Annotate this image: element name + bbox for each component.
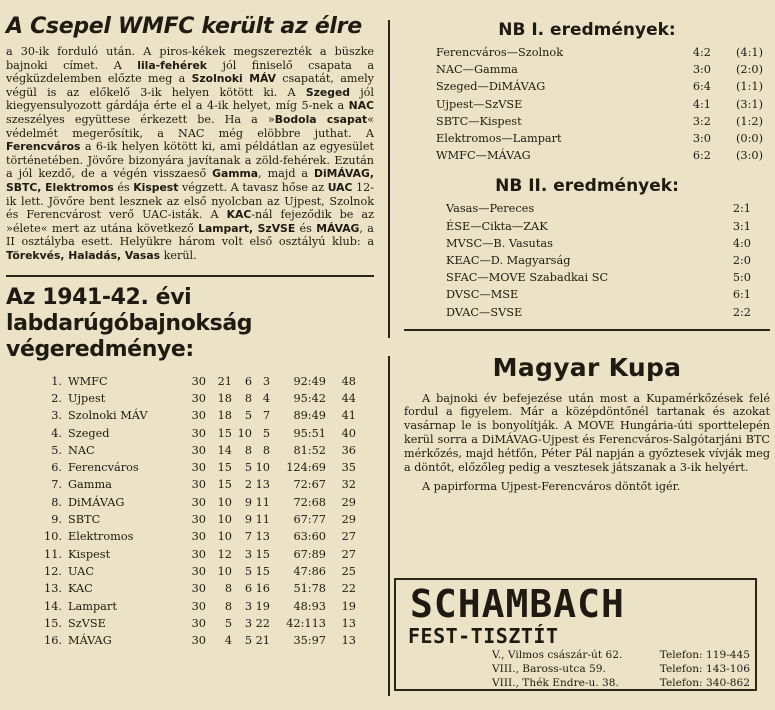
losses-cell: 8	[262, 443, 270, 457]
article-text: jól finiselő csapata a végküzdelemben előzte meg a	[6, 58, 374, 86]
wins-cell: 5	[224, 616, 232, 630]
standings-title: Az 1941-42. évi labdarúgóbajnokság végeredménye:	[6, 284, 253, 362]
losses-cell: 5	[262, 426, 270, 440]
goals-cell: 67:77	[293, 513, 326, 527]
losses-cell: 13	[255, 530, 270, 544]
article-text: « védelmét megerősítik, a NAC még elöbbre juthat. A	[6, 112, 375, 140]
points-cell: 44	[341, 391, 356, 405]
team-cell: Ferencváros	[68, 461, 139, 475]
halftime-cell: (2:0)	[736, 63, 763, 77]
rank-cell: 10.	[44, 530, 62, 544]
match-cell: DVAC—SVSE	[446, 305, 523, 319]
team-cell: SBTC	[68, 513, 101, 527]
article-bold-text: Lampart, SzVSE	[198, 221, 296, 235]
advert-address: V., Vilmos császár-út 62.	[492, 649, 623, 661]
played-cell: 30	[191, 461, 206, 475]
match-cell: ÉSE—Cikta—ZAK	[446, 219, 548, 233]
team-cell: UAC	[68, 564, 94, 578]
article-bold-text: NAC	[348, 99, 374, 113]
halftime-cell: (0:0)	[736, 132, 763, 146]
losses-cell: 13	[255, 478, 270, 492]
nb1-result-row	[436, 44, 763, 61]
draws-cell: 3	[244, 599, 252, 613]
team-cell: NAC	[68, 443, 95, 457]
team-cell: SzVSE	[68, 616, 106, 630]
match-cell: SBTC—Kispest	[436, 114, 522, 128]
draws-cell: 6	[244, 582, 252, 596]
match-cell: DVSC—MSE	[446, 288, 519, 302]
wins-cell: 10	[217, 530, 232, 544]
match-cell: Szeged—DiMÁVAG	[436, 80, 546, 94]
advert-phone: Telefon: 340-862	[659, 677, 750, 690]
standings-row	[40, 407, 356, 424]
losses-cell: 3	[262, 374, 270, 388]
article-bold-text: Törekvés, Haladás, Vasas	[6, 248, 161, 262]
article-text: 12-ik lett. Jövőre bent lesznek az első nyolcban az Ujpest, Szolnok és Ferencvárost verő UAC-isták. A	[6, 180, 374, 222]
advert-address: VIII., Thék Endre-u. 38.	[492, 677, 619, 690]
article-text: -nál fejeződik be az »élete« mert az utána következő	[6, 208, 374, 235]
score-cell: 2:2	[732, 305, 751, 319]
schambach-advert	[394, 578, 757, 691]
article-bold-text: Bodola csapat	[274, 112, 368, 126]
rank-cell: 14.	[44, 599, 62, 613]
team-cell: DiMÁVAG	[68, 495, 125, 509]
nb2-title: NB II. eredmények:	[495, 176, 679, 197]
halftime-cell: (3:1)	[736, 97, 763, 111]
left-column	[6, 14, 374, 649]
match-cell: Vasas—Pereces	[446, 202, 535, 216]
team-cell: Szolnoki MÁV	[68, 409, 148, 423]
advert-addresses	[492, 648, 750, 691]
wins-cell: 18	[217, 409, 232, 423]
played-cell: 30	[191, 582, 206, 596]
wins-cell: 12	[217, 547, 232, 561]
kupa-paragraph: A bajnoki év befejezése után most a Kupamérkőzések felé fordul a figyelem. Már a középdöntőnél tartanak és azokat vasárnap le is bonyolítják. A MOVE Hungária-úti sporttelepén kerül sorra a DiMÁVAG-Ujpest és Ferencváros-Salgótarjáni BTC mérkőzés, majd hétfőn, Péter Pál napján a győztesek vívják meg a döntőt, előzőleg pedig a vesztesek játszanak a 3-ik helyért.	[404, 391, 770, 474]
goals-cell: 95:51	[293, 426, 326, 440]
right-column	[404, 20, 770, 494]
nb1-results-table	[436, 44, 763, 164]
standings-row	[40, 632, 356, 649]
standings-row	[40, 563, 356, 580]
nb2-result-row	[446, 252, 751, 269]
goals-cell: 89:49	[293, 409, 326, 423]
goals-cell: 42:113	[286, 616, 326, 630]
goals-cell: 124:69	[286, 461, 326, 475]
draws-cell: 3	[244, 616, 252, 630]
wins-cell: 10	[217, 495, 232, 509]
article-text: , majd a	[258, 167, 315, 181]
rank-cell: 11.	[44, 547, 62, 561]
score-cell: 2:1	[732, 202, 751, 216]
nb2-result-row	[446, 303, 751, 320]
standings-row	[40, 615, 356, 632]
goals-cell: 35:97	[293, 634, 326, 648]
rank-cell: 3.	[51, 409, 62, 423]
match-cell: Ferencváros—Szolnok	[436, 46, 564, 60]
rank-cell: 4.	[51, 426, 62, 440]
team-cell: KAC	[68, 582, 93, 596]
wins-cell: 8	[224, 582, 232, 596]
nb1-title: NB I. eredmények:	[498, 20, 676, 40]
losses-cell: 10	[255, 461, 270, 475]
wins-cell: 8	[224, 599, 232, 613]
played-cell: 30	[191, 530, 206, 544]
nb2-result-row	[446, 286, 751, 303]
score-cell: 6:4	[692, 80, 711, 94]
match-cell: SFAC—MOVE Szabadkai SC	[446, 271, 609, 285]
score-cell: 4:2	[692, 46, 711, 60]
wins-cell: 10	[217, 513, 232, 527]
match-cell: Ujpest—SzVSE	[436, 97, 523, 111]
score-cell: 3:1	[732, 219, 751, 233]
nb2-result-row	[446, 200, 751, 217]
goals-cell: 47:86	[293, 564, 326, 578]
article-bold-text: Gamma	[212, 167, 259, 181]
draws-cell: 5	[244, 634, 252, 648]
goals-cell: 63:60	[293, 530, 326, 544]
wins-cell: 21	[217, 374, 232, 388]
nb2-results-table	[446, 200, 751, 320]
match-cell: MVSC—B. Vasutas	[446, 236, 553, 250]
team-cell: WMFC	[68, 374, 108, 388]
article-text: és	[113, 180, 134, 194]
nb1-result-row	[436, 96, 763, 113]
article-bold-text: UAC	[327, 180, 353, 194]
draws-cell: 5	[244, 409, 252, 423]
played-cell: 30	[191, 495, 206, 509]
match-cell: Elektromos—Lampart	[436, 132, 562, 146]
played-cell: 30	[191, 426, 206, 440]
draws-cell: 9	[244, 495, 252, 509]
points-cell: 22	[341, 582, 356, 596]
rank-cell: 13.	[44, 582, 62, 596]
halftime-cell: (4:1)	[736, 46, 763, 60]
article-bold-text: Kispest	[133, 180, 179, 194]
score-cell: 2:0	[732, 253, 751, 267]
advert-title: SCHAMBACH	[410, 582, 625, 626]
kupa-title: Magyar Kupa	[492, 352, 682, 382]
nb1-result-row	[436, 147, 763, 164]
article-text: és	[295, 221, 317, 235]
rank-cell: 7.	[51, 478, 62, 492]
halftime-cell: (1:1)	[736, 80, 763, 94]
points-cell: 32	[341, 478, 356, 492]
points-cell: 40	[341, 426, 356, 440]
draws-cell: 2	[244, 478, 252, 492]
standings-row	[40, 511, 356, 528]
standings-table	[40, 373, 356, 650]
played-cell: 30	[191, 513, 206, 527]
article-body	[6, 45, 374, 263]
losses-cell: 19	[255, 599, 270, 613]
article-bold-text: Szeged	[305, 85, 350, 99]
article-bold-text: lila-fehérek	[137, 58, 207, 72]
wins-cell: 4	[224, 634, 232, 648]
points-cell: 13	[341, 634, 356, 648]
rank-cell: 1.	[51, 374, 62, 388]
rank-cell: 8.	[51, 495, 62, 509]
points-cell: 27	[341, 547, 356, 561]
match-cell: KEAC—D. Magyarság	[446, 253, 571, 267]
points-cell: 36	[341, 443, 356, 457]
team-cell: MÁVAG	[68, 634, 112, 648]
points-cell: 35	[341, 461, 356, 475]
rank-cell: 12.	[44, 564, 62, 578]
points-cell: 29	[341, 513, 356, 527]
nb2-result-row	[446, 218, 751, 235]
match-cell: WMFC—MÁVAG	[436, 149, 531, 163]
rank-cell: 15.	[44, 616, 62, 630]
draws-cell: 10	[237, 426, 252, 440]
standings-row	[40, 494, 356, 511]
standings-row	[40, 390, 356, 407]
points-cell: 25	[341, 564, 356, 578]
draws-cell: 6	[244, 374, 252, 388]
wins-cell: 18	[217, 391, 232, 405]
played-cell: 30	[191, 443, 206, 457]
nb1-result-row	[436, 78, 763, 95]
article-bold-text: Szolnoki MÁV	[191, 72, 276, 86]
draws-cell: 3	[244, 547, 252, 561]
score-cell: 3:0	[692, 63, 711, 77]
goals-cell: 72:68	[293, 495, 326, 509]
standings-row	[40, 442, 356, 459]
wins-cell: 15	[217, 426, 232, 440]
advert-address: VIII., Baross-utca 59.	[492, 663, 606, 676]
divider	[6, 275, 374, 277]
match-cell: NAC—Gamma	[436, 63, 518, 77]
score-cell: 6:2	[692, 149, 711, 163]
advert-address-line	[492, 662, 750, 676]
nb1-result-row	[436, 113, 763, 130]
standings-row	[40, 597, 356, 614]
wins-cell: 14	[217, 443, 232, 457]
played-cell: 30	[191, 547, 206, 561]
goals-cell: 67:89	[293, 547, 326, 561]
team-cell: Elektromos	[68, 530, 134, 544]
standings-row	[40, 580, 356, 597]
halftime-cell: (1:2)	[736, 114, 763, 128]
score-cell: 3:0	[692, 132, 711, 146]
goals-cell: 51:78	[293, 582, 326, 596]
article-text: kerül.	[160, 248, 197, 262]
article-text: , a II osztályba esett. Helyükre három volt első osztályú klub: a	[6, 221, 374, 249]
article-bold-text: KAC	[226, 208, 252, 222]
losses-cell: 16	[255, 582, 270, 596]
score-cell: 4:0	[732, 236, 751, 250]
played-cell: 30	[191, 564, 206, 578]
article-headline: A Csepel WMFC került az élre	[6, 14, 362, 39]
nb2-result-row	[446, 269, 751, 286]
article-text: szeszélyes együttese érkezett be. Ha a »	[6, 112, 275, 126]
losses-cell: 22	[255, 616, 270, 630]
article-text: jól kiegyensulyozott gárdája érte el a 4-ik helyet, míg 5-nek a	[6, 85, 374, 113]
wins-cell: 15	[217, 461, 232, 475]
goals-cell: 72:67	[293, 478, 326, 492]
article-text: végzett. A tavasz hőse az	[178, 180, 328, 194]
rank-cell: 16.	[44, 634, 62, 648]
played-cell: 30	[191, 634, 206, 648]
goals-cell: 92:49	[293, 374, 326, 388]
standings-row	[40, 476, 356, 493]
score-cell: 6:1	[732, 288, 751, 302]
played-cell: 30	[191, 409, 206, 423]
column-divider-top	[388, 20, 390, 338]
losses-cell: 11	[255, 495, 270, 509]
draws-cell: 5	[244, 564, 252, 578]
points-cell: 29	[341, 495, 356, 509]
draws-cell: 7	[244, 530, 252, 544]
rank-cell: 6.	[51, 461, 62, 475]
draws-cell: 9	[244, 513, 252, 527]
points-cell: 19	[341, 599, 356, 613]
nb2-result-row	[446, 235, 751, 252]
standings-row	[40, 424, 356, 441]
standings-row	[40, 373, 356, 390]
article-bold-text: MÁVAG	[316, 221, 360, 235]
played-cell: 30	[191, 374, 206, 388]
article-text: a 6-ik helyen kötött ki, ami példátlan az egyesület történetében. Jövőre bizonyára javítanak a zöld-fehérek. Ezután a jól kezdő, de a végén visszaeső	[6, 140, 374, 181]
advert-phone: Telefon: 143-106	[659, 663, 750, 676]
wins-cell: 15	[217, 478, 232, 492]
article-text: a 30-ik forduló után. A piros-kékek megszerezték a büszke bajnoki címet. A	[6, 45, 374, 72]
rank-cell: 9.	[51, 513, 62, 527]
article-bold-text: Ferencváros	[6, 140, 81, 154]
standings-row	[40, 459, 356, 476]
team-cell: Kispest	[68, 547, 111, 561]
losses-cell: 7	[262, 409, 270, 423]
score-cell: 4:1	[692, 97, 711, 111]
team-cell: Lampart	[68, 599, 117, 613]
draws-cell: 5	[244, 461, 252, 475]
played-cell: 30	[191, 616, 206, 630]
team-cell: Gamma	[68, 478, 112, 492]
played-cell: 30	[191, 599, 206, 613]
score-cell: 5:0	[732, 271, 751, 285]
played-cell: 30	[191, 391, 206, 405]
team-cell: Szeged	[68, 426, 110, 440]
draws-cell: 8	[244, 443, 252, 457]
advert-address-line	[492, 676, 750, 690]
nb1-result-row	[436, 130, 763, 147]
wins-cell: 10	[217, 564, 232, 578]
losses-cell: 4	[262, 391, 270, 405]
nb1-result-row	[436, 61, 763, 78]
rank-cell: 5.	[51, 443, 62, 457]
advert-phone: Telefon: 119-445	[659, 649, 750, 661]
article-text: csapatát, amely végül is az előkelő 3-ik helyen kötött ki. A	[6, 72, 374, 99]
advert-subtitle: FEST-TISZTÍT	[408, 624, 559, 648]
team-cell: Ujpest	[68, 391, 106, 405]
draws-cell: 8	[244, 391, 252, 405]
points-cell: 41	[341, 409, 356, 423]
column-divider-bottom	[388, 356, 390, 696]
advert-address-line	[492, 648, 750, 662]
article-bold-text: DiMÁVAG, SBTC, Elektromos	[6, 167, 374, 194]
played-cell: 30	[191, 478, 206, 492]
points-cell: 27	[341, 530, 356, 544]
score-cell: 3:2	[692, 114, 711, 128]
halftime-cell: (3:0)	[736, 149, 763, 163]
standings-row	[40, 545, 356, 562]
losses-cell: 21	[255, 634, 270, 648]
goals-cell: 48:93	[293, 599, 326, 613]
losses-cell: 15	[255, 564, 270, 578]
goals-cell: 81:52	[293, 443, 326, 457]
points-cell: 48	[341, 374, 356, 388]
losses-cell: 11	[255, 513, 270, 527]
divider	[404, 329, 770, 331]
goals-cell: 95:42	[293, 391, 326, 405]
standings-row	[40, 528, 356, 545]
losses-cell: 15	[255, 547, 270, 561]
points-cell: 13	[341, 616, 356, 630]
rank-cell: 2.	[51, 391, 62, 405]
kupa-prediction: A papirforma Ujpest-Ferencváros döntőt igér.	[422, 480, 681, 494]
